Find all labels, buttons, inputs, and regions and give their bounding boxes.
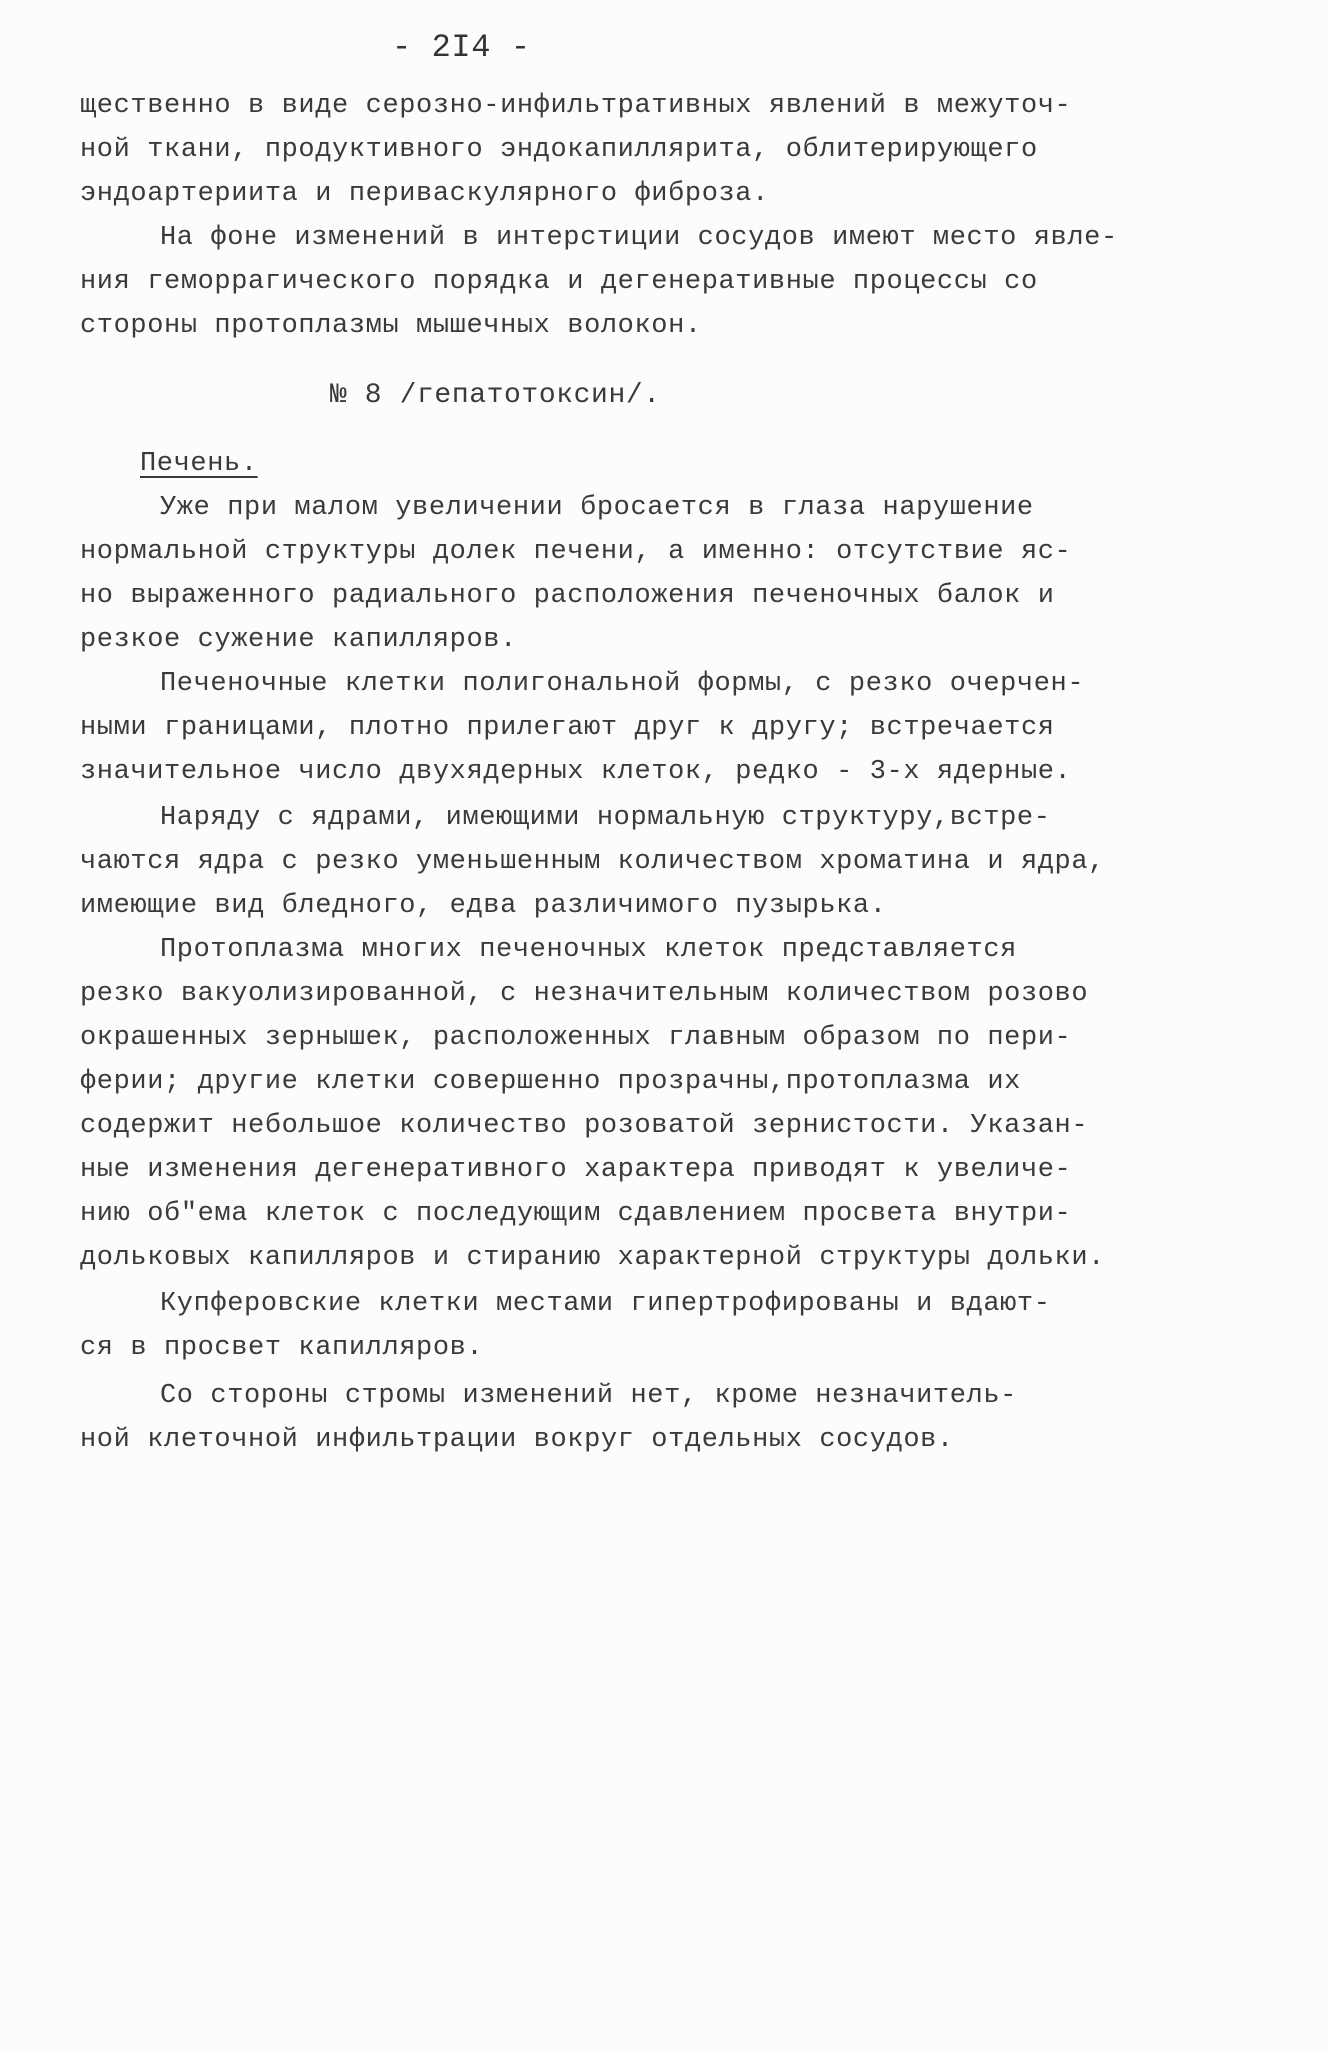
paragraph-6-line-8: дольковых капилляров и стиранию характерной структуры дольки. (80, 1243, 1105, 1273)
paragraph-4-line-1: Печеночные клетки полигональной формы, с резко очерчен- (160, 669, 1085, 699)
paragraph-6-line-6: ные изменения дегенеративного характера приводят к увеличе- (80, 1155, 1072, 1185)
paragraph-6-line-2: резко вакуолизированной, с незначительным количеством розово (80, 979, 1089, 1009)
paragraph-3-line-2: нормальной структуры долек печени, а именно: отсутствие яс- (80, 537, 1072, 567)
paragraph-7-line-1: Купферовские клетки местами гипертрофированы и вдают- (160, 1289, 1051, 1319)
paragraph-3-line-4: резкое сужение капилляров. (80, 625, 517, 655)
paragraph-4-line-2: ными границами, плотно прилегают друг к другу; встречается (80, 713, 1055, 743)
paragraph-2-line-2: ния геморрагического порядка и дегенеративные процессы со (80, 267, 1038, 297)
paragraph-6-line-5: содержит небольшое количество розоватой зернистости. Указан- (80, 1111, 1089, 1141)
section-title: № 8 /гепатотоксин/. (330, 380, 661, 411)
paragraph-6-line-1: Протоплазма многих печеночных клеток представляется (160, 935, 1017, 965)
paragraph-7-line-2: ся в просвет капилляров. (80, 1333, 484, 1363)
paragraph-1-line-2: ной ткани, продуктивного эндокапиллярита, облитерирующего (80, 135, 1038, 165)
paragraph-6-line-3: окрашенных зернышек, расположенных главным образом по пери- (80, 1023, 1072, 1053)
subheading-liver: Печень. (140, 449, 258, 479)
paragraph-5-line-3: имеющие вид бледного, едва различимого пузырька. (80, 891, 887, 921)
paragraph-1-line-3: эндоартериита и периваскулярного фиброза. (80, 179, 769, 209)
paragraph-5-line-1: Наряду с ядрами, имеющими нормальную структуру,встре- (160, 803, 1051, 833)
paragraph-8-line-1: Со стороны стромы изменений нет, кроме незначитель- (160, 1381, 1017, 1411)
paragraph-1-line-1: щественно в виде серозно-инфильтративных явлений в межуточ- (80, 91, 1072, 121)
paragraph-6-line-7: нию об"ема клеток с последующим сдавлением просвета внутри- (80, 1199, 1072, 1229)
paragraph-3-line-3: но выраженного радиального расположения печеночных балок и (80, 581, 1055, 611)
paragraph-8-line-2: ной клеточной инфильтрации вокруг отдельных сосудов. (80, 1425, 954, 1455)
paragraph-6-line-4: ферии; другие клетки совершенно прозрачны,протоплазма их (80, 1067, 1021, 1097)
paragraph-3-line-1: Уже при малом увеличении бросается в глаза нарушение (160, 493, 1034, 523)
paragraph-5-line-2: чаются ядра с резко уменьшенным количеством хроматина и ядра, (80, 847, 1105, 877)
page-number: - 2I4 - (392, 29, 531, 66)
paragraph-2-line-1: На фоне изменений в интерстиции сосудов имеют место явле- (160, 223, 1118, 253)
paragraph-2-line-3: стороны протоплазмы мышечных волокон. (80, 311, 702, 341)
paragraph-4-line-3: значительное число двухядерных клеток, редко - 3-х ядерные. (80, 757, 1072, 787)
